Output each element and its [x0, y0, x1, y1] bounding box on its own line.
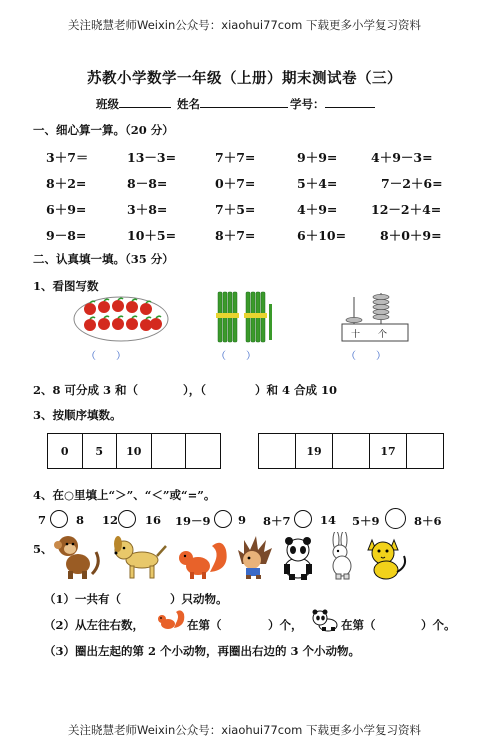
- compare-circle[interactable]: [385, 508, 406, 529]
- sequence-box: 5: [82, 433, 118, 469]
- calc-item: 8＋7=: [215, 228, 256, 243]
- calc-item: 5＋4=: [297, 176, 338, 191]
- number-field[interactable]: [290, 96, 375, 112]
- monkey-icon: [52, 534, 104, 580]
- hedgehog-icon: [234, 534, 276, 580]
- calc-item: 7＋7=: [215, 150, 256, 165]
- calc-item: 8－8=: [127, 176, 168, 191]
- calc-item: 4＋9=: [297, 202, 338, 217]
- name-blank[interactable]: [200, 97, 288, 108]
- cat-icon: [364, 536, 408, 580]
- apple-icon: [98, 318, 110, 330]
- q5-s2-text-1: （2）从左往右数，: [44, 618, 145, 632]
- compare-right: 16: [145, 513, 162, 527]
- calc-item: 4＋9－3=: [371, 150, 433, 165]
- abacus-ones-label: 个: [378, 330, 388, 340]
- apple-icon: [150, 318, 162, 330]
- calc-item: 6＋9=: [46, 202, 87, 217]
- q1-paren-1[interactable]: （ ）: [86, 351, 126, 362]
- apple-icon: [126, 301, 138, 313]
- q5-s1-text-2: ）只动物。: [170, 592, 228, 606]
- sequence-box[interactable]: [332, 433, 370, 469]
- q2-text-1: 2、8 可分成 3 和（: [33, 383, 139, 397]
- q5-s2-text-5: ）个。: [421, 618, 456, 632]
- sequence-box: 10: [116, 433, 152, 469]
- sequence-box[interactable]: [185, 433, 221, 469]
- compare-left: 12: [102, 513, 119, 527]
- squirrel-icon: [176, 538, 230, 580]
- sequence-box: 0: [47, 433, 83, 469]
- apple-icon: [84, 303, 96, 315]
- calc-item: 8＋2=: [46, 176, 87, 191]
- compare-right: 8＋6: [414, 514, 442, 528]
- apple-icon: [126, 318, 138, 330]
- q5-s2-text-4: 在第（: [341, 618, 376, 632]
- abacus-tens-label: 十: [351, 330, 361, 340]
- sequence-box[interactable]: [406, 433, 444, 469]
- apple-icon: [140, 303, 152, 315]
- sequence-box: 19: [295, 433, 333, 469]
- class-field[interactable]: [96, 96, 171, 112]
- calc-item: 9＋9=: [297, 150, 338, 165]
- panda-small-icon: [312, 608, 340, 632]
- compare-circle[interactable]: [50, 510, 68, 528]
- sequence-box[interactable]: [151, 433, 187, 469]
- compare-circle[interactable]: [294, 510, 312, 528]
- calc-item: 3＋8=: [127, 202, 168, 217]
- number-blank[interactable]: [325, 97, 375, 108]
- panda-icon: [278, 536, 318, 580]
- q1-paren-3[interactable]: （ ）: [346, 351, 386, 362]
- apple-icon: [98, 301, 110, 313]
- compare-right: 14: [320, 513, 337, 527]
- apple-icon: [112, 300, 124, 312]
- q1-label: 1、看图写数: [33, 279, 99, 293]
- apple-icon: [84, 319, 96, 331]
- squirrel-small-icon: [156, 608, 186, 632]
- number-label: 学号：: [290, 97, 325, 111]
- q5-s2-text-3: ）个，: [268, 618, 303, 632]
- sticks-bundle-image: [214, 290, 272, 344]
- calc-item: 6＋10=: [297, 228, 347, 243]
- compare-circle[interactable]: [118, 510, 136, 528]
- rabbit-icon: [324, 532, 358, 580]
- q5-s1-text-1: （1）一共有（: [44, 592, 122, 606]
- q5-s3-text: （3）圈出左起的第 2 个小动物，再圈出右边的 3 个小动物。: [44, 644, 361, 658]
- page-title: 苏教小学数学一年级（上册）期末测试卷（三）: [87, 70, 402, 87]
- compare-right: 9: [238, 513, 247, 527]
- name-label: 姓名: [177, 97, 200, 111]
- apples-image: [72, 294, 170, 344]
- class-blank[interactable]: [119, 97, 171, 108]
- q1-paren-2[interactable]: （ ）: [216, 351, 256, 362]
- calc-item: 12－2＋4=: [371, 202, 442, 217]
- q2-text-3: ）和 4 合成 10: [255, 383, 338, 397]
- q5-s2-text-2: 在第（: [187, 618, 222, 632]
- calc-item: 13－3=: [127, 150, 177, 165]
- q4-label: 4、在○里填上“＞”、“＜”或“=”。: [33, 488, 216, 502]
- compare-circle[interactable]: [214, 510, 232, 528]
- calc-item: 7＋5=: [215, 202, 256, 217]
- page-header-note: 关注晓慧老师Weixin公众号：xiaohui77com 下载更多小学复习资料: [68, 18, 421, 32]
- q5-label: 5、: [33, 542, 53, 556]
- compare-left: 5＋9: [352, 514, 380, 528]
- apple-icon: [112, 318, 124, 330]
- calc-item: 7－2＋6=: [381, 176, 443, 191]
- section1-heading: 一、细心算一算。（20 分）: [33, 123, 174, 137]
- compare-left: 7: [38, 513, 47, 527]
- page-footer-note: 关注晓慧老师Weixin公众号：xiaohui77com 下载更多小学复习资料: [68, 723, 421, 737]
- name-field[interactable]: [177, 96, 288, 112]
- calc-item: 8＋0＋9=: [380, 228, 442, 243]
- compare-left: 8＋7: [263, 514, 291, 528]
- calc-item: 3＋7＝: [46, 150, 89, 165]
- calc-item: 10＋5=: [127, 228, 177, 243]
- sequence-box[interactable]: [258, 433, 296, 469]
- section2-heading: 二、认真填一填。（35 分）: [33, 252, 174, 266]
- q2-text-2: ），（: [183, 383, 206, 397]
- q3-label: 3、按顺序填数。: [33, 408, 122, 422]
- compare-right: 8: [76, 513, 85, 527]
- calc-item: 0＋7=: [215, 176, 256, 191]
- calc-item: 9－8=: [46, 228, 87, 243]
- class-label: 班级: [96, 97, 119, 111]
- abacus-image: [336, 291, 414, 345]
- compare-left: 19－9: [175, 514, 211, 528]
- dog-icon: [110, 534, 168, 580]
- sequence-box: 17: [369, 433, 407, 469]
